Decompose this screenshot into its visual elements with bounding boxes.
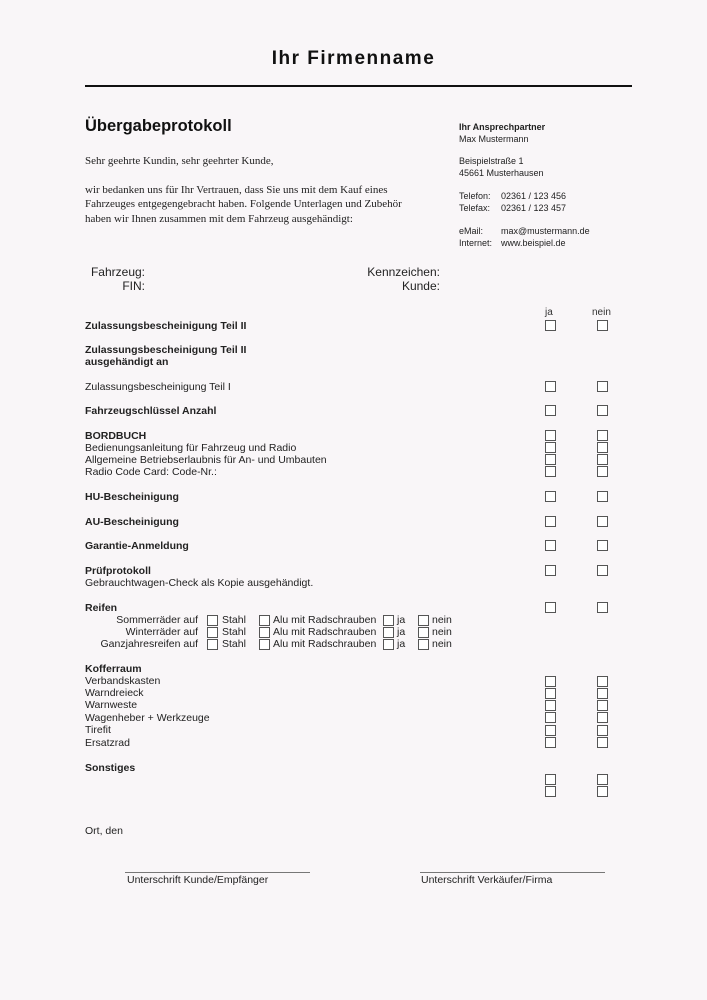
koffer-2-yes-checkbox[interactable] bbox=[545, 688, 556, 699]
item-koffer-4: Wagenheber + Werkzeuge bbox=[85, 712, 210, 724]
signature-label-seller: Unterschrift Verkäufer/Firma bbox=[421, 874, 553, 886]
sonstiges-2-yes-checkbox[interactable] bbox=[545, 786, 556, 797]
au-no-checkbox[interactable] bbox=[597, 516, 608, 527]
fin-label: FIN: bbox=[122, 279, 145, 293]
ja-label: ja bbox=[397, 614, 406, 626]
tire-winter-stahl-checkbox[interactable] bbox=[207, 627, 218, 638]
stahl-label: Stahl bbox=[222, 638, 246, 650]
tire-summer-stahl-checkbox[interactable] bbox=[207, 615, 218, 626]
bordbuch-3-no-checkbox[interactable] bbox=[597, 466, 608, 477]
garantie-no-checkbox[interactable] bbox=[597, 540, 608, 551]
tire-allseason-stahl-checkbox[interactable] bbox=[207, 639, 218, 650]
signature-line-seller[interactable] bbox=[420, 872, 605, 873]
signature-label-customer: Unterschrift Kunde/Empfänger bbox=[127, 874, 269, 886]
tire-summer-alu-checkbox[interactable] bbox=[259, 615, 270, 626]
alu-label: Alu mit Radschrauben bbox=[273, 638, 377, 650]
item-kofferraum: Kofferraum bbox=[85, 663, 142, 675]
item-zb2-handed-line2: ausgehändigt an bbox=[85, 356, 169, 368]
nein-label: nein bbox=[432, 614, 452, 626]
fahrzeug-label: Fahrzeug: bbox=[90, 265, 145, 279]
bordbuch-2-yes-checkbox[interactable] bbox=[545, 454, 556, 465]
item-zb1: Zulassungsbescheinigung Teil I bbox=[85, 381, 231, 393]
tire-summer-ja-checkbox[interactable] bbox=[383, 615, 394, 626]
bordbuch-no-checkbox[interactable] bbox=[597, 430, 608, 441]
item-zb2: Zulassungsbescheinigung Teil II bbox=[85, 320, 247, 332]
tire-row-label: Sommerräder auf bbox=[116, 614, 198, 626]
reifen-yes-checkbox[interactable] bbox=[545, 602, 556, 613]
item-au: AU-Bescheinigung bbox=[85, 516, 179, 528]
sonstiges-1-yes-checkbox[interactable] bbox=[545, 774, 556, 785]
item-hu: HU-Bescheinigung bbox=[85, 491, 179, 503]
item-pruef: Prüfprotokoll bbox=[85, 565, 151, 577]
item-koffer-3: Warnweste bbox=[85, 699, 138, 711]
item-reifen: Reifen bbox=[85, 602, 118, 614]
au-yes-checkbox[interactable] bbox=[545, 516, 556, 527]
koffer-5-yes-checkbox[interactable] bbox=[545, 725, 556, 736]
phone-value: 02361 / 123 456 bbox=[501, 191, 567, 201]
contact-street: Beispielstraße 1 bbox=[459, 156, 524, 166]
email-value: max@mustermann.de bbox=[501, 226, 590, 236]
tire-winter-alu-checkbox[interactable] bbox=[259, 627, 270, 638]
item-koffer-6: Ersatzrad bbox=[85, 737, 130, 749]
bordbuch-2-no-checkbox[interactable] bbox=[597, 454, 608, 465]
kennzeichen-label: Kennzeichen: bbox=[367, 265, 440, 279]
ja-label: ja bbox=[397, 638, 406, 650]
place-date-label: Ort, den bbox=[85, 825, 123, 837]
pruef-yes-checkbox[interactable] bbox=[545, 565, 556, 576]
company-name: Ihr Firmenname bbox=[271, 48, 436, 69]
ja-label: ja bbox=[397, 626, 406, 638]
phone-label: Telefon: bbox=[459, 191, 491, 201]
column-yes: ja bbox=[545, 307, 553, 318]
header-rule bbox=[85, 85, 632, 87]
koffer-1-no-checkbox[interactable] bbox=[597, 676, 608, 687]
nein-label: nein bbox=[432, 626, 452, 638]
hu-yes-checkbox[interactable] bbox=[545, 491, 556, 502]
tire-allseason-nein-checkbox[interactable] bbox=[418, 639, 429, 650]
tire-allseason-ja-checkbox[interactable] bbox=[383, 639, 394, 650]
garantie-yes-checkbox[interactable] bbox=[545, 540, 556, 551]
item-koffer-2: Warndreieck bbox=[85, 687, 144, 699]
pruef-no-checkbox[interactable] bbox=[597, 565, 608, 576]
tire-winter-nein-checkbox[interactable] bbox=[418, 627, 429, 638]
sonstiges-1-no-checkbox[interactable] bbox=[597, 774, 608, 785]
web-value: www.beispiel.de bbox=[501, 238, 566, 248]
tire-winter-ja-checkbox[interactable] bbox=[383, 627, 394, 638]
sonstiges-2-no-checkbox[interactable] bbox=[597, 786, 608, 797]
item-koffer-5: Tirefit bbox=[85, 724, 111, 736]
alu-label: Alu mit Radschrauben bbox=[273, 626, 377, 638]
zb2-yes-checkbox[interactable] bbox=[545, 320, 556, 331]
kunde-label: Kunde: bbox=[401, 279, 440, 293]
item-bordbuch-2: Allgemeine Betriebserlaubnis für An- und Umbauten bbox=[85, 454, 327, 466]
zb1-yes-checkbox[interactable] bbox=[545, 381, 556, 392]
email-label: eMail: bbox=[459, 226, 484, 236]
alu-label: Alu mit Radschrauben bbox=[273, 614, 377, 626]
item-garantie: Garantie-Anmeldung bbox=[85, 540, 189, 552]
tire-allseason-alu-checkbox[interactable] bbox=[259, 639, 270, 650]
koffer-3-yes-checkbox[interactable] bbox=[545, 700, 556, 711]
web-label: Internet: bbox=[459, 238, 493, 248]
contact-heading: Ihr Ansprechpartner bbox=[459, 122, 546, 132]
item-bordbuch: BORDBUCH bbox=[85, 430, 147, 442]
zb1-no-checkbox[interactable] bbox=[597, 381, 608, 392]
zb2-no-checkbox[interactable] bbox=[597, 320, 608, 331]
intro-text: wir bedanken uns für Ihr Vertrauen, dass Sie uns mit dem Kauf eines Fahrzeuges entgegengebracht haben. Folgende Unterlagen und Zubehör haben wir Ihnen zusammen mit dem Fahrzeug ausgehändigt: bbox=[85, 184, 402, 225]
column-no: nein bbox=[592, 307, 611, 318]
document-title: Übergabeprotokoll bbox=[85, 117, 232, 135]
stahl-label: Stahl bbox=[222, 614, 246, 626]
fax-label: Telefax: bbox=[459, 203, 491, 213]
keys-yes-checkbox[interactable] bbox=[545, 405, 556, 416]
koffer-6-yes-checkbox[interactable] bbox=[545, 737, 556, 748]
bordbuch-1-yes-checkbox[interactable] bbox=[545, 442, 556, 453]
koffer-4-no-checkbox[interactable] bbox=[597, 712, 608, 723]
reifen-no-checkbox[interactable] bbox=[597, 602, 608, 613]
koffer-3-no-checkbox[interactable] bbox=[597, 700, 608, 711]
signature-line-customer[interactable] bbox=[125, 872, 310, 873]
keys-no-checkbox[interactable] bbox=[597, 405, 608, 416]
bordbuch-yes-checkbox[interactable] bbox=[545, 430, 556, 441]
item-pruef-sub: Gebrauchtwagen-Check als Kopie ausgehändigt. bbox=[85, 577, 314, 589]
hu-no-checkbox[interactable] bbox=[597, 491, 608, 502]
item-zb2-handed-line1: Zulassungsbescheinigung Teil II bbox=[85, 344, 247, 356]
tire-row-label: Winterräder auf bbox=[125, 626, 198, 638]
fax-value: 02361 / 123 457 bbox=[501, 203, 567, 213]
nein-label: nein bbox=[432, 638, 452, 650]
koffer-1-yes-checkbox[interactable] bbox=[545, 676, 556, 687]
koffer-2-no-checkbox[interactable] bbox=[597, 688, 608, 699]
item-koffer-1: Verbandskasten bbox=[85, 675, 161, 687]
item-keys: Fahrzeugschlüssel Anzahl bbox=[85, 405, 217, 417]
bordbuch-1-no-checkbox[interactable] bbox=[597, 442, 608, 453]
item-bordbuch-3: Radio Code Card: Code-Nr.: bbox=[85, 466, 217, 478]
koffer-6-no-checkbox[interactable] bbox=[597, 737, 608, 748]
greeting: Sehr geehrte Kundin, sehr geehrter Kunde, bbox=[85, 155, 274, 167]
tire-row-label: Ganzjahresreifen auf bbox=[100, 638, 198, 650]
item-sonstiges: Sonstiges bbox=[85, 762, 136, 774]
koffer-5-no-checkbox[interactable] bbox=[597, 725, 608, 736]
bordbuch-3-yes-checkbox[interactable] bbox=[545, 466, 556, 477]
tire-summer-nein-checkbox[interactable] bbox=[418, 615, 429, 626]
koffer-4-yes-checkbox[interactable] bbox=[545, 712, 556, 723]
item-bordbuch-1: Bedienungsanleitung für Fahrzeug und Radio bbox=[85, 442, 297, 454]
stahl-label: Stahl bbox=[222, 626, 246, 638]
contact-name: Max Mustermann bbox=[459, 134, 529, 144]
contact-city: 45661 Musterhausen bbox=[459, 168, 544, 178]
